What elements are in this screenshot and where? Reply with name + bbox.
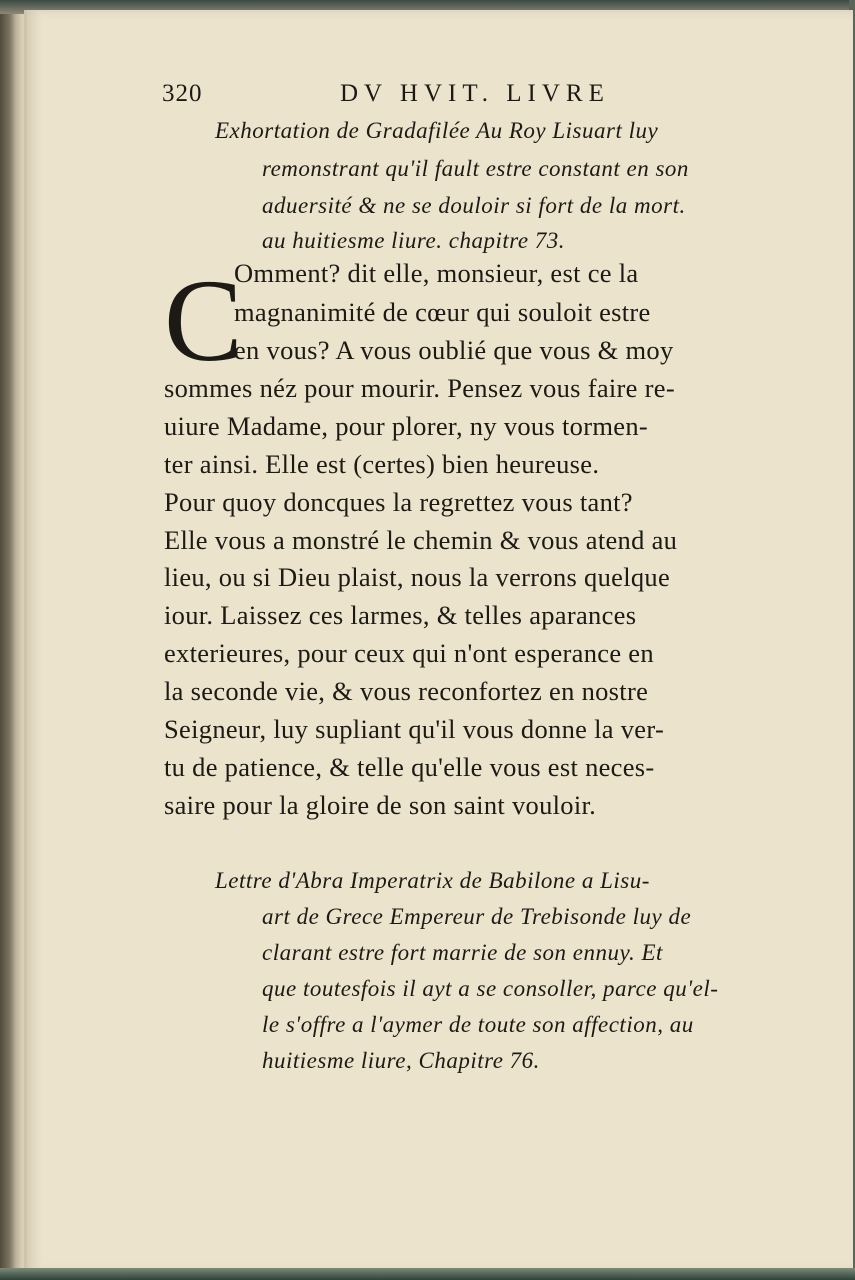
heading2-line: Lettre d'Abra Imperatrix de Babilone a Lisu- (215, 868, 650, 893)
heading1-line: Exhortation de Gradafilée Au Roy Lisuart luy (215, 118, 659, 143)
body-line: tu de patience, & telle qu'elle vous est neces- (164, 752, 655, 782)
heading1-line: aduersité & ne se douloir si fort de la mort. (262, 193, 686, 218)
body-line: Seigneur, luy supliant qu'il vous donne la ver- (164, 714, 665, 744)
body-line: lieu, ou si Dieu plaist, nous la verrons quelque (164, 562, 671, 592)
heading2-line: art de Grece Empereur de Trebisonde luy de (262, 904, 692, 929)
body-line: la seconde vie, & vous reconfortez en nostre (164, 676, 649, 706)
body-line: magnanimité de cœur qui souloit estre (234, 297, 651, 327)
heading1-line: remonstrant qu'il fault estre constant en son (262, 156, 689, 181)
heading2-line: que toutesfois il ayt a se consoller, parce qu'el- (262, 976, 719, 1001)
heading2-line: le s'offre a l'aymer de toute son affection, au (262, 1012, 694, 1037)
body-line: en vous? A vous oublié que vous & moy (234, 335, 674, 365)
running-title: DV HVIT. LIVRE (340, 80, 610, 107)
bottom-background (0, 1268, 855, 1280)
body-line: Pour quoy doncques la regrettez vous tant? (164, 487, 633, 517)
body-line: exterieures, pour ceux qui n'ont esperance en (164, 638, 654, 668)
page-number: 320 (162, 80, 203, 107)
heading2-line: clarant estre fort marrie de son ennuy. Et (262, 940, 663, 965)
heading2-line: huitiesme liure, Chapitre 76. (262, 1048, 540, 1073)
body-line: Omment? dit elle, monsieur, est ce la (234, 258, 639, 288)
body-line: iour. Laissez ces larmes, & telles aparances (164, 600, 637, 630)
body-line: Elle vous a monstré le chemin & vous atend au (164, 525, 678, 555)
body-line: ter ainsi. Elle est (certes) bien heureuse. (164, 449, 600, 479)
body-line: uiure Madame, pour plorer, ny vous tormen- (164, 411, 648, 441)
drop-cap: C (164, 255, 243, 386)
heading1-line: au huitiesme liure. chapitre 73. (262, 228, 566, 253)
body-line: sommes néz pour mourir. Pensez vous faire re- (164, 373, 675, 403)
body-line: saire pour la gloire de son saint vouloir. (164, 790, 597, 820)
